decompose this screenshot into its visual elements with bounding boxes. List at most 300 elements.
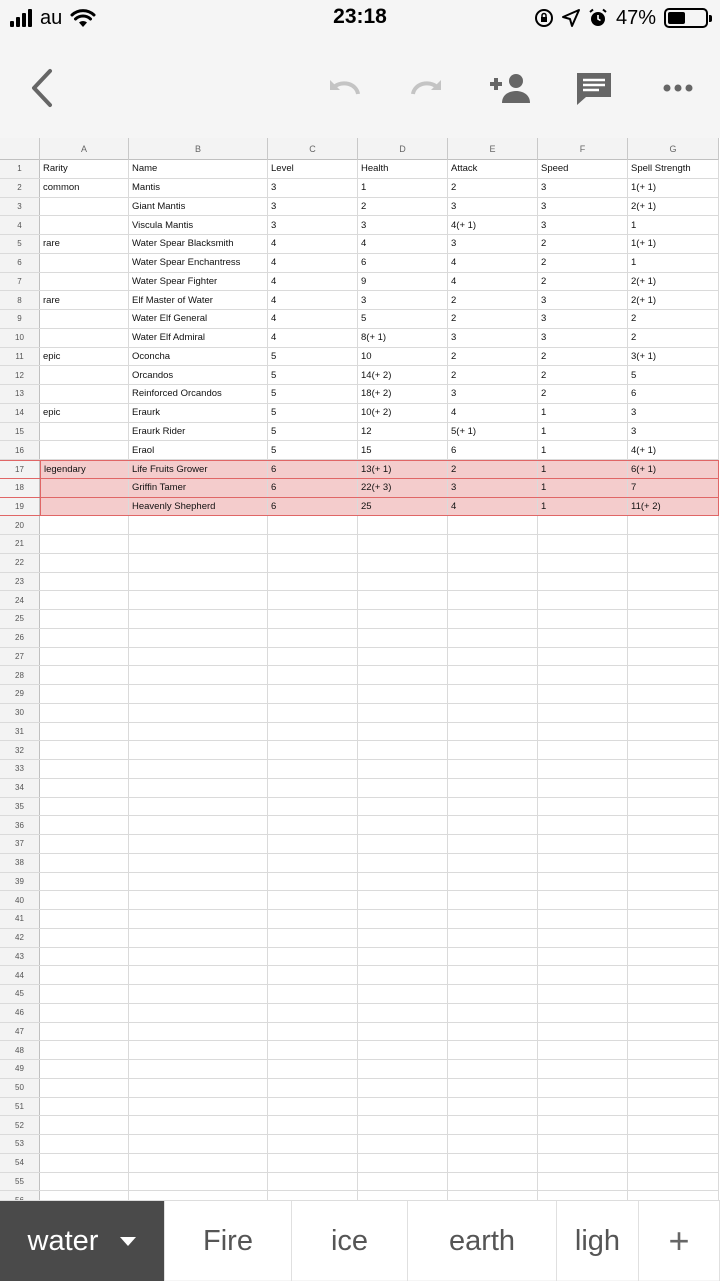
row-header[interactable]: 55	[0, 1173, 40, 1191]
cell[interactable]: Speed	[538, 160, 628, 178]
cell[interactable]: 3	[268, 216, 358, 234]
cell[interactable]: Viscula Mantis	[129, 216, 268, 234]
cell[interactable]	[628, 1023, 719, 1041]
cell[interactable]	[628, 1098, 719, 1116]
cell[interactable]: Orcandos	[129, 366, 268, 384]
cell[interactable]	[448, 891, 538, 909]
cell[interactable]	[358, 779, 448, 797]
cell[interactable]	[358, 1023, 448, 1041]
cell[interactable]	[448, 610, 538, 628]
cell[interactable]	[538, 1154, 628, 1172]
cell[interactable]	[448, 629, 538, 647]
cell[interactable]	[448, 873, 538, 891]
cell[interactable]: 3	[538, 198, 628, 216]
row-header[interactable]: 47	[0, 1023, 40, 1041]
row-header[interactable]: 39	[0, 873, 40, 891]
cell[interactable]: 4	[268, 329, 358, 347]
cell[interactable]	[448, 554, 538, 572]
cell[interactable]	[40, 723, 129, 741]
cell[interactable]: 1	[628, 216, 719, 234]
cell[interactable]: Name	[129, 160, 268, 178]
cell[interactable]	[538, 835, 628, 853]
cell[interactable]: 2(+ 1)	[628, 273, 719, 291]
cell[interactable]	[268, 666, 358, 684]
cell[interactable]: 4	[448, 498, 538, 516]
cell[interactable]	[628, 891, 719, 909]
row-header[interactable]: 49	[0, 1060, 40, 1078]
cell[interactable]: 2	[628, 310, 719, 328]
cell[interactable]	[538, 854, 628, 872]
cell[interactable]	[448, 591, 538, 609]
cell[interactable]: 18(+ 2)	[358, 385, 448, 403]
cell[interactable]: 4	[448, 254, 538, 272]
cell[interactable]	[358, 1135, 448, 1153]
cell[interactable]: 2	[538, 235, 628, 253]
row-header[interactable]: 46	[0, 1004, 40, 1022]
add-sheet-button[interactable]	[639, 1201, 720, 1281]
cell[interactable]	[448, 948, 538, 966]
cell[interactable]	[40, 310, 129, 328]
cell[interactable]: 3	[538, 179, 628, 197]
cell[interactable]	[40, 591, 129, 609]
cell[interactable]: 1	[538, 498, 628, 516]
cell[interactable]	[358, 648, 448, 666]
cell[interactable]: 12	[358, 423, 448, 441]
cell[interactable]	[448, 760, 538, 778]
cell[interactable]	[358, 629, 448, 647]
cell[interactable]: 3	[628, 423, 719, 441]
cell[interactable]: Water Elf General	[129, 310, 268, 328]
cell[interactable]	[129, 948, 268, 966]
more-button[interactable]	[654, 66, 702, 110]
cell[interactable]	[268, 1004, 358, 1022]
row-header[interactable]: 7	[0, 273, 40, 291]
cell[interactable]: Eraurk	[129, 404, 268, 422]
sheet-tab-fire[interactable]	[165, 1201, 292, 1281]
cell[interactable]: 4	[268, 273, 358, 291]
row-header[interactable]: 26	[0, 629, 40, 647]
cell[interactable]	[40, 873, 129, 891]
cell[interactable]	[129, 591, 268, 609]
cell[interactable]	[358, 854, 448, 872]
cell[interactable]	[448, 779, 538, 797]
row-header[interactable]: 45	[0, 985, 40, 1003]
cell[interactable]	[628, 1154, 719, 1172]
cell[interactable]	[628, 1004, 719, 1022]
cell[interactable]	[358, 873, 448, 891]
row-header[interactable]: 27	[0, 648, 40, 666]
cell[interactable]: 3	[538, 216, 628, 234]
row-header[interactable]: 54	[0, 1154, 40, 1172]
cell[interactable]: Water Spear Fighter	[129, 273, 268, 291]
cell[interactable]	[628, 760, 719, 778]
cell[interactable]	[268, 610, 358, 628]
cell[interactable]: 2	[538, 366, 628, 384]
cell[interactable]	[538, 1023, 628, 1041]
cell[interactable]	[448, 929, 538, 947]
cell[interactable]: 3	[448, 198, 538, 216]
cell[interactable]	[448, 535, 538, 553]
row-header[interactable]: 1	[0, 160, 40, 178]
cell[interactable]	[129, 723, 268, 741]
sheet-tab-ligh[interactable]	[557, 1201, 639, 1281]
cell[interactable]	[538, 966, 628, 984]
cell[interactable]	[448, 1098, 538, 1116]
cell[interactable]	[268, 1079, 358, 1097]
cell[interactable]	[358, 1098, 448, 1116]
cell[interactable]	[628, 779, 719, 797]
row-header[interactable]: 25	[0, 610, 40, 628]
cell[interactable]	[448, 1041, 538, 1059]
row-header[interactable]: 3	[0, 198, 40, 216]
cell-grid[interactable]	[0, 160, 719, 1210]
cell[interactable]: 1	[538, 479, 628, 497]
cell[interactable]: Rarity	[40, 160, 129, 178]
cell[interactable]	[129, 648, 268, 666]
cell[interactable]	[358, 704, 448, 722]
cell[interactable]	[448, 516, 538, 534]
cell[interactable]	[538, 985, 628, 1003]
cell[interactable]	[358, 798, 448, 816]
cell[interactable]	[129, 985, 268, 1003]
cell[interactable]	[129, 873, 268, 891]
cell[interactable]	[628, 854, 719, 872]
cell[interactable]	[268, 685, 358, 703]
cell[interactable]	[538, 591, 628, 609]
cell[interactable]: 10	[358, 348, 448, 366]
cell[interactable]	[448, 798, 538, 816]
cell[interactable]: 2	[358, 198, 448, 216]
cell[interactable]	[358, 760, 448, 778]
cell[interactable]: Eraurk Rider	[129, 423, 268, 441]
cell[interactable]	[628, 573, 719, 591]
cell[interactable]	[358, 910, 448, 928]
cell[interactable]: 3	[448, 329, 538, 347]
cell[interactable]	[538, 1116, 628, 1134]
cell[interactable]	[129, 554, 268, 572]
cell[interactable]	[448, 573, 538, 591]
row-header[interactable]: 35	[0, 798, 40, 816]
row-header[interactable]: 20	[0, 516, 40, 534]
cell[interactable]: 14(+ 2)	[358, 366, 448, 384]
cell[interactable]: 3	[448, 235, 538, 253]
cell[interactable]	[268, 779, 358, 797]
cell[interactable]	[538, 516, 628, 534]
cell[interactable]	[268, 554, 358, 572]
cell[interactable]: Spell Strength	[628, 160, 719, 178]
cell[interactable]	[358, 1154, 448, 1172]
cell[interactable]: legendary	[40, 461, 129, 478]
cell[interactable]	[358, 1173, 448, 1191]
cell[interactable]	[40, 629, 129, 647]
cell[interactable]	[268, 629, 358, 647]
cell[interactable]: 3	[538, 310, 628, 328]
cell[interactable]	[628, 835, 719, 853]
cell[interactable]: 5	[268, 385, 358, 403]
cell[interactable]	[40, 666, 129, 684]
dropdown-caret-icon[interactable]	[120, 1237, 136, 1246]
cell[interactable]	[358, 816, 448, 834]
cell[interactable]: 3	[628, 404, 719, 422]
column-header-d[interactable]: D	[358, 138, 448, 160]
row-header[interactable]: 37	[0, 835, 40, 853]
cell[interactable]	[628, 910, 719, 928]
cell[interactable]	[538, 891, 628, 909]
cell[interactable]	[358, 591, 448, 609]
row-header[interactable]: 8	[0, 291, 40, 309]
cell[interactable]: 3	[538, 329, 628, 347]
sheet-tab-earth[interactable]	[408, 1201, 557, 1281]
cell[interactable]	[448, 648, 538, 666]
cell[interactable]	[358, 891, 448, 909]
row-header[interactable]: 15	[0, 423, 40, 441]
cell[interactable]: 2	[448, 291, 538, 309]
cell[interactable]	[129, 760, 268, 778]
cell[interactable]: 6	[268, 479, 358, 497]
cell[interactable]	[358, 1060, 448, 1078]
sheet-tab-water[interactable]	[0, 1201, 165, 1281]
row-header[interactable]: 22	[0, 554, 40, 572]
cell[interactable]	[628, 798, 719, 816]
cell[interactable]	[358, 948, 448, 966]
cell[interactable]	[268, 573, 358, 591]
row-header[interactable]: 31	[0, 723, 40, 741]
cell[interactable]	[129, 835, 268, 853]
row-header[interactable]: 33	[0, 760, 40, 778]
cell[interactable]	[40, 1173, 129, 1191]
corner-cell[interactable]	[0, 138, 40, 160]
cell[interactable]	[628, 1173, 719, 1191]
cell[interactable]	[268, 798, 358, 816]
cell[interactable]: 4	[448, 273, 538, 291]
cell[interactable]	[129, 1116, 268, 1134]
row-header[interactable]: 43	[0, 948, 40, 966]
cell[interactable]	[628, 873, 719, 891]
column-header-c[interactable]: C	[268, 138, 358, 160]
cell[interactable]	[40, 1023, 129, 1041]
cell[interactable]	[129, 854, 268, 872]
cell[interactable]	[628, 685, 719, 703]
cell[interactable]: 4	[268, 254, 358, 272]
cell[interactable]	[358, 666, 448, 684]
cell[interactable]: 2(+ 1)	[628, 291, 719, 309]
cell[interactable]: 1	[358, 179, 448, 197]
cell[interactable]: 3	[448, 479, 538, 497]
cell[interactable]	[40, 198, 129, 216]
cell[interactable]: 11(+ 2)	[628, 498, 719, 516]
cell[interactable]	[268, 1154, 358, 1172]
cell[interactable]: 2	[628, 329, 719, 347]
row-header[interactable]: 42	[0, 929, 40, 947]
cell[interactable]: 4	[448, 404, 538, 422]
cell[interactable]: rare	[40, 291, 129, 309]
cell[interactable]	[268, 1041, 358, 1059]
row-header[interactable]: 2	[0, 179, 40, 197]
cell[interactable]	[129, 966, 268, 984]
cell[interactable]	[129, 610, 268, 628]
cell[interactable]	[268, 1116, 358, 1134]
cell[interactable]: 3	[358, 291, 448, 309]
cell[interactable]	[129, 1135, 268, 1153]
cell[interactable]	[129, 666, 268, 684]
cell[interactable]	[538, 779, 628, 797]
cell[interactable]	[40, 929, 129, 947]
row-header[interactable]: 24	[0, 591, 40, 609]
cell[interactable]	[628, 554, 719, 572]
cell[interactable]	[628, 741, 719, 759]
column-header-a[interactable]: A	[40, 138, 129, 160]
row-header[interactable]: 16	[0, 441, 40, 459]
cell[interactable]	[448, 1060, 538, 1078]
cell[interactable]	[538, 1004, 628, 1022]
cell[interactable]	[538, 666, 628, 684]
row-header[interactable]: 17	[0, 461, 40, 478]
cell[interactable]	[40, 1041, 129, 1059]
row-header[interactable]: 12	[0, 366, 40, 384]
cell[interactable]: 5	[628, 366, 719, 384]
cell[interactable]	[448, 910, 538, 928]
cell[interactable]	[268, 591, 358, 609]
cell[interactable]	[538, 798, 628, 816]
cell[interactable]	[538, 1079, 628, 1097]
cell[interactable]	[448, 1173, 538, 1191]
cell[interactable]	[129, 516, 268, 534]
cell[interactable]: Water Spear Enchantress	[129, 254, 268, 272]
cell[interactable]: Elf Master of Water	[129, 291, 268, 309]
cell[interactable]	[129, 535, 268, 553]
cell[interactable]	[538, 723, 628, 741]
cell[interactable]	[40, 385, 129, 403]
sheet-tab-ice[interactable]	[292, 1201, 408, 1281]
cell[interactable]	[40, 816, 129, 834]
cell[interactable]	[538, 1060, 628, 1078]
cell[interactable]	[268, 985, 358, 1003]
cell[interactable]	[129, 1154, 268, 1172]
cell[interactable]	[538, 1098, 628, 1116]
cell[interactable]: Life Fruits Grower	[129, 461, 268, 478]
row-header[interactable]: 30	[0, 704, 40, 722]
cell[interactable]	[358, 554, 448, 572]
cell[interactable]	[268, 816, 358, 834]
cell[interactable]	[40, 704, 129, 722]
row-header[interactable]: 4	[0, 216, 40, 234]
cell[interactable]	[129, 741, 268, 759]
cell[interactable]: 2	[448, 310, 538, 328]
cell[interactable]	[448, 685, 538, 703]
row-header[interactable]: 44	[0, 966, 40, 984]
cell[interactable]	[358, 610, 448, 628]
cell[interactable]	[628, 516, 719, 534]
cell[interactable]: 2	[448, 461, 538, 478]
cell[interactable]	[40, 1060, 129, 1078]
cell[interactable]: 1	[538, 423, 628, 441]
cell[interactable]: 5(+ 1)	[448, 423, 538, 441]
cell[interactable]	[40, 498, 129, 516]
cell[interactable]: 3	[448, 385, 538, 403]
cell[interactable]	[538, 610, 628, 628]
cell[interactable]	[448, 1079, 538, 1097]
row-header[interactable]: 23	[0, 573, 40, 591]
cell[interactable]: 3	[358, 216, 448, 234]
cell[interactable]	[538, 554, 628, 572]
cell[interactable]: Heavenly Shepherd	[129, 498, 268, 516]
cell[interactable]	[129, 891, 268, 909]
cell[interactable]	[358, 573, 448, 591]
column-header-b[interactable]: B	[129, 138, 268, 160]
cell[interactable]	[129, 1004, 268, 1022]
cell[interactable]	[40, 554, 129, 572]
cell[interactable]	[538, 948, 628, 966]
row-header[interactable]: 40	[0, 891, 40, 909]
column-header-g[interactable]: G	[628, 138, 719, 160]
cell[interactable]	[538, 648, 628, 666]
cell[interactable]	[268, 535, 358, 553]
comments-button[interactable]	[570, 66, 618, 110]
cell[interactable]: 2	[448, 348, 538, 366]
cell[interactable]	[40, 741, 129, 759]
cell[interactable]: 1	[538, 441, 628, 459]
cell[interactable]: 6	[448, 441, 538, 459]
cell[interactable]	[538, 816, 628, 834]
cell[interactable]	[268, 948, 358, 966]
row-header[interactable]: 19	[0, 498, 40, 516]
cell[interactable]	[628, 535, 719, 553]
cell[interactable]	[40, 1135, 129, 1153]
cell[interactable]	[40, 760, 129, 778]
cell[interactable]	[628, 666, 719, 684]
cell[interactable]: 1	[538, 404, 628, 422]
cell[interactable]: 7	[628, 479, 719, 497]
cell[interactable]	[358, 1079, 448, 1097]
cell[interactable]	[628, 1079, 719, 1097]
cell[interactable]: 25	[358, 498, 448, 516]
cell[interactable]	[628, 1116, 719, 1134]
cell[interactable]	[628, 929, 719, 947]
cell[interactable]	[628, 816, 719, 834]
cell[interactable]	[40, 779, 129, 797]
cell[interactable]	[129, 798, 268, 816]
cell[interactable]	[268, 648, 358, 666]
cell[interactable]	[448, 835, 538, 853]
cell[interactable]	[448, 816, 538, 834]
cell[interactable]	[129, 704, 268, 722]
column-header-e[interactable]: E	[448, 138, 538, 160]
cell[interactable]	[448, 666, 538, 684]
cell[interactable]	[358, 1004, 448, 1022]
cell[interactable]	[628, 1060, 719, 1078]
cell[interactable]: 6	[268, 461, 358, 478]
cell[interactable]	[538, 741, 628, 759]
cell[interactable]	[268, 516, 358, 534]
cell[interactable]	[448, 723, 538, 741]
cell[interactable]	[538, 1041, 628, 1059]
cell[interactable]	[628, 704, 719, 722]
cell[interactable]	[628, 966, 719, 984]
cell[interactable]: 6(+ 1)	[628, 461, 719, 478]
cell[interactable]	[358, 1041, 448, 1059]
cell[interactable]	[129, 910, 268, 928]
row-header[interactable]: 34	[0, 779, 40, 797]
cell[interactable]	[628, 629, 719, 647]
cell[interactable]: 2	[538, 385, 628, 403]
cell[interactable]	[538, 1135, 628, 1153]
share-button[interactable]	[486, 66, 534, 110]
cell[interactable]: Health	[358, 160, 448, 178]
cell[interactable]	[538, 873, 628, 891]
cell[interactable]	[268, 835, 358, 853]
cell[interactable]: common	[40, 179, 129, 197]
cell[interactable]	[358, 516, 448, 534]
